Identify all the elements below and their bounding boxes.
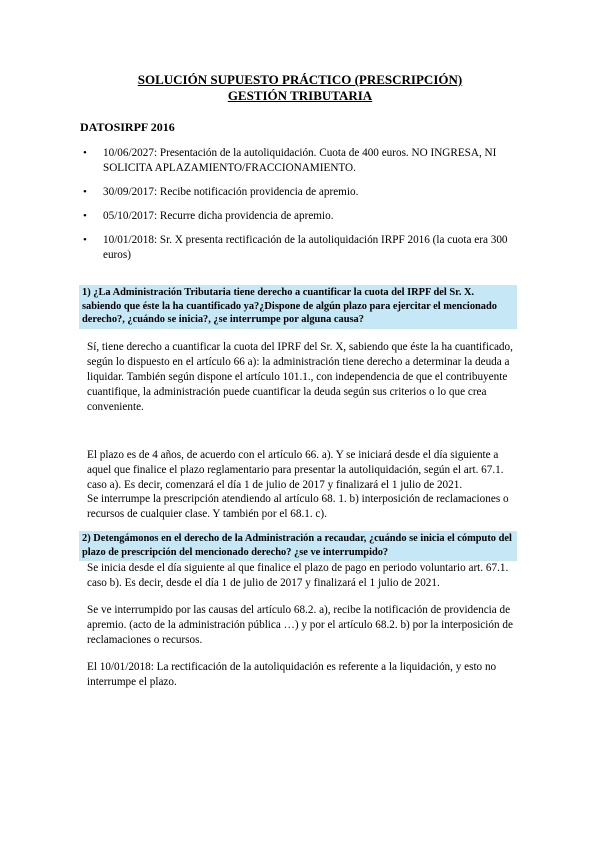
fact-text: 05/10/2017: Recurre dicha providencia de apremio.: [103, 210, 334, 222]
fact-text: 10/01/2018: Sr. X presenta rectificación de la autoliquidación IRPF 2016 (la cuota era 300 euros): [103, 234, 508, 261]
document-title: [80, 72, 520, 104]
question-2-box: 2) Detengámonos en el derecho de la Administración a recaudar, ¿cuándo se inicia el cómputo del plazo de prescripción del mencionado derecho? ¿se ve interrumpido?: [79, 531, 517, 561]
answer-1-paragraph-2: El plazo es de 4 años, de acuerdo con el artículo 66. a). Y se iniciará desde el día siguiente a aquel que finalice el plazo reglamentario para presentar la autoliquidación, según el art. 67.1. caso a). Es decir, comenzará el día 1 de julio de 2017 y finalizará el 1 julio de 2021.: [87, 449, 504, 491]
fact-item: [80, 185, 520, 200]
answer-1-paragraph-3: Se interrumpe la prescripción atendiendo al artículo 68. 1. b) interposición de reclamaciones o recursos de cualquier clase. Y también por el 68.1. c).: [87, 493, 509, 520]
fact-item: [80, 233, 520, 263]
title-line-1: SOLUCIÓN SUPUESTO PRÁCTICO (PRESCRIPCIÓN): [137, 72, 463, 87]
fact-item: [80, 209, 520, 224]
title-line-2: GESTIÓN TRIBUTARIA: [227, 88, 373, 103]
bullet-icon: •: [83, 234, 87, 246]
answer-1-paragraph-1: Sí, tiene derecho a cuantificar la cuota del IPRF del Sr. X, sabiendo que éste la ha cuantificado, según lo dispuesto en el artículo 66 a): la administración tiene derecho a determinar la deuda a liquidar. También según dispone el artículo 101.1., con independencia de que el contribuyente cuantifique, la administración puede cuantificar la deuda según sus criterios o lo que crea conveniente.: [87, 341, 513, 413]
datos-heading: DATOSIRPF 2016: [80, 120, 175, 134]
bullet-icon: •: [83, 210, 87, 222]
bullet-icon: •: [83, 147, 87, 159]
facts-list: [80, 146, 520, 272]
fact-text: 10/06/2027: Presentación de la autoliquidación. Cuota de 400 euros. NO INGRESA, NI SOLICITA APLAZAMIENTO/FRACCIONAMIENTO.: [103, 147, 497, 174]
answer-2-paragraph-2: Se ve interrumpido por las causas del artículo 68.2. a), recibe la notificación de providencia de apremio. (acto de la administración pública …) y por el artículo 68.2. b) por la interposición de reclamaciones o recursos.: [87, 604, 513, 646]
fact-text: 30/09/2017: Recibe notificación providencia de apremio.: [103, 186, 359, 198]
answer-2-paragraph-3: El 10/01/2018: La rectificación de la autoliquidación es referente a la liquidación, y esto no interrumpe el plazo.: [87, 661, 497, 688]
fact-item: [80, 146, 520, 176]
question-1-box: 1) ¿La Administración Tributaria tiene derecho a cuantificar la cuota del IRPF del Sr. X. sabiendo que éste la ha cuantificado ya?¿Dispone de algún plazo para ejercitar el mencionado derecho?, ¿cuándo se inicia?, ¿se interrumpe por alguna causa?: [79, 285, 517, 329]
bullet-icon: •: [83, 186, 87, 198]
answer-2-paragraph-1: Se inicia desde el día siguiente al que finalice el plazo de pago en periodo voluntario art. 67.1. caso b). Es decir, desde el día 1 de julio de 2017 y finalizará el 1 julio de 2021.: [87, 562, 509, 589]
